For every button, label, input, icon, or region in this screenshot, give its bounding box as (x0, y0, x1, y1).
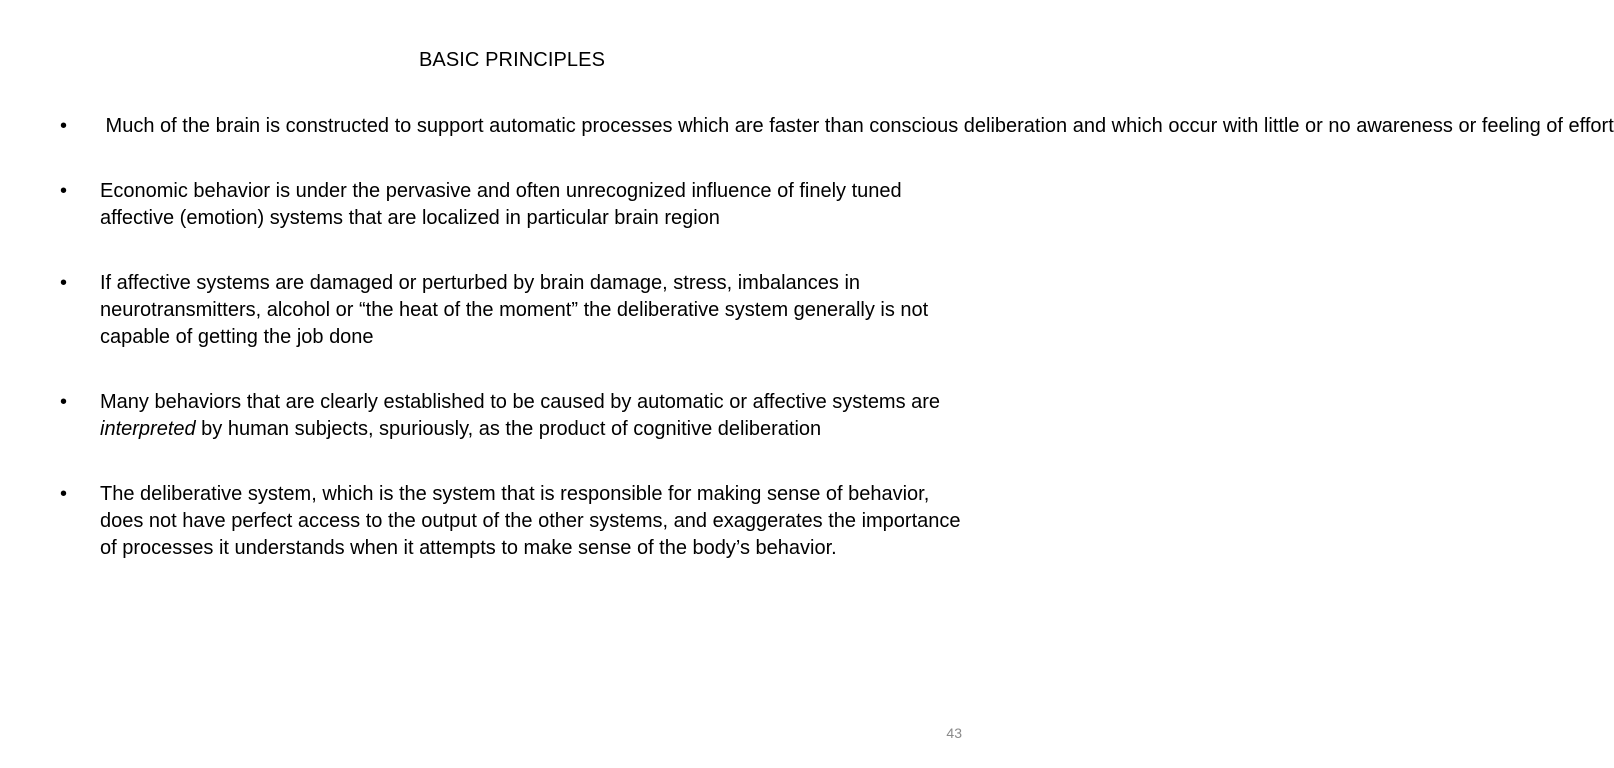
bullet-marker: • (60, 272, 68, 294)
bullet-item-5 (0, 481, 1024, 562)
bullet-item-3 (0, 270, 1024, 351)
bullet-item-4 (0, 389, 1024, 443)
bullet-text: Much of the brain is constructed to support automatic processes which are faster than conscious deliberation and which occur with little or no awareness or feeling of effort (100, 115, 1614, 137)
bullet-list (0, 113, 1614, 600)
bullet-marker: • (60, 483, 68, 505)
bullet-text: The deliberative system, which is the system that is responsible for making sense of behavior, does not have perfect access to the output of the other systems, and exaggerates the importance of processes it understands when it attempts to make sense of the body’s behavior. (100, 483, 961, 559)
bullet-text-suffix: by human subjects, spuriously, as the product of cognitive deliberation (195, 418, 822, 440)
emphasized-term: interpreted (100, 418, 196, 440)
bullet-text-prefix: Many behaviors that are clearly established to be caused by automatic or affective systems are (100, 391, 941, 413)
bullet-text: Economic behavior is under the pervasive and often unrecognized influence of finely tuned affective (emotion) systems that are localized in particular brain region (100, 180, 902, 229)
bullet-marker: • (60, 115, 68, 137)
slide-title: BASIC PRINCIPLES (418, 49, 606, 71)
bullet-marker: • (60, 391, 68, 413)
bullet-item-2 (0, 178, 1024, 232)
bullet-item-1 (0, 113, 1614, 140)
bullet-marker: • (60, 180, 68, 202)
page-number: 43 (946, 725, 962, 741)
bullet-text: If affective systems are damaged or perturbed by brain damage, stress, imbalances in neurotransmitters, alcohol or “the heat of the moment” the deliberative system generally is not capable of getting the job done (100, 272, 929, 348)
